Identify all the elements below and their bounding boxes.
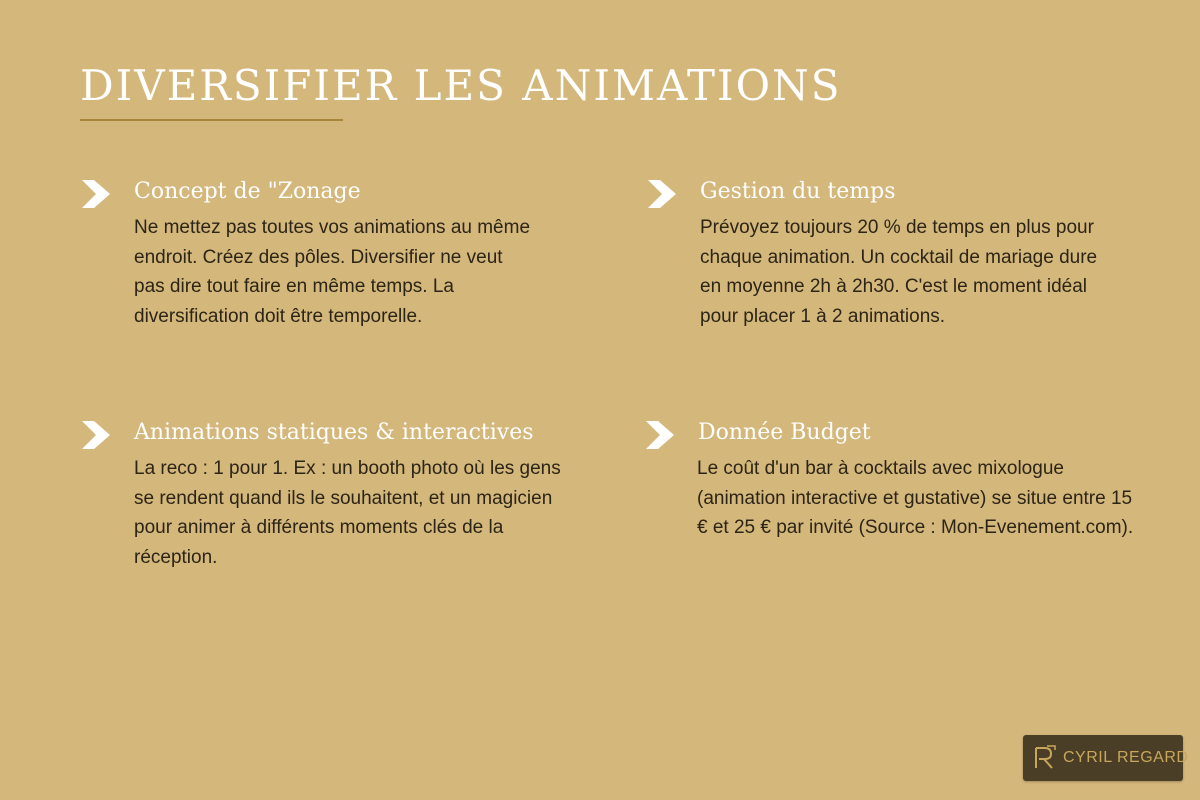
- chevron-right-icon: [646, 178, 678, 210]
- chevron-right-icon: [644, 419, 676, 451]
- card-body: Le coût d'un bar à cocktails avec mixologue (animation interactive et gustative) se situe entre 15 € et 25 € par invité (Source : Mon-Evenement.com).: [697, 458, 1134, 538]
- chevron-right-icon: [80, 178, 112, 210]
- card-heading: Animations statiques & interactives: [134, 420, 534, 445]
- card-heading: Donnée Budget: [698, 420, 871, 445]
- chevron-right-icon: [80, 419, 112, 451]
- card-heading: Concept de "Zonage: [134, 179, 361, 204]
- card-body: La reco : 1 pour 1. Ex : un booth photo où les gens se rendent quand ils le souhaitent, et un magicien pour animer à différents moments clés de la réception.: [134, 458, 561, 568]
- card-body: Ne mettez pas toutes vos animations au même endroit. Créez des pôles. Diversifier ne veut pas dire tout faire en même temps. La diversification doit être temporelle.: [134, 217, 531, 327]
- page-title: DIVERSIFIER LES ANIMATIONS: [80, 61, 842, 110]
- logo-badge: [1023, 735, 1189, 781]
- title-underline: [80, 119, 343, 121]
- logo-monogram-icon: [1033, 744, 1059, 772]
- card-heading: Gestion du temps: [700, 179, 896, 204]
- logo-text: CYRIL REGARD: [1063, 749, 1189, 766]
- card-body: Prévoyez toujours 20 % de temps en plus pour chaque animation. Un cocktail de mariage dure en moyenne 2h à 2h30. C'est le moment idéal pour placer 1 à 2 animations.: [700, 217, 1098, 327]
